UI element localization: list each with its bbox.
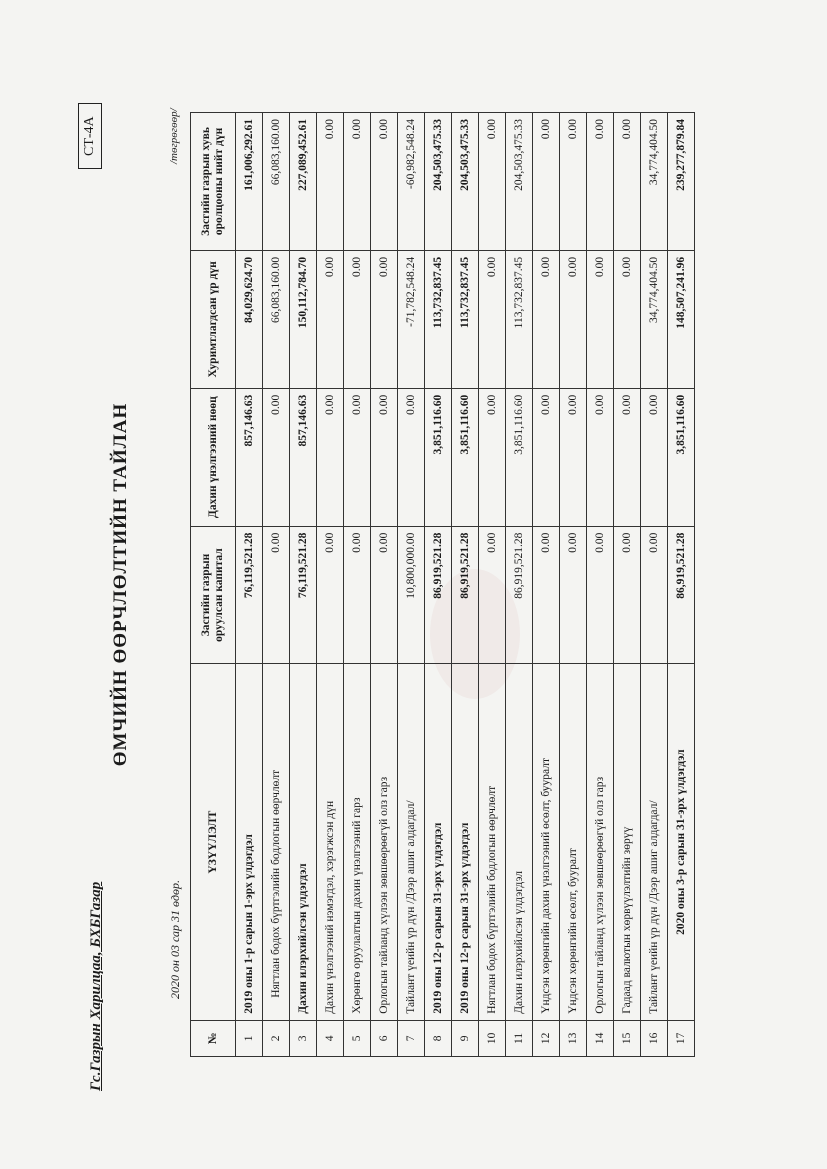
accumulated-result-cell: 148,507,241.96 — [668, 250, 695, 388]
row-number: 10 — [479, 1020, 506, 1056]
row-number: 15 — [614, 1020, 641, 1056]
row-number: 12 — [533, 1020, 560, 1056]
row-number: 7 — [398, 1020, 425, 1056]
government-capital-cell: 0.00 — [614, 526, 641, 664]
row-label: 2019 оны 12-р сарын 31-эрх үлдэгдэл — [452, 664, 479, 1020]
revaluation-reserve-cell: 857,146.63 — [290, 388, 317, 526]
row-number: 11 — [506, 1020, 533, 1056]
revaluation-reserve-cell: 0.00 — [533, 388, 560, 526]
accumulated-result-cell: 66,083,160.00 — [263, 250, 290, 388]
total-equity-cell: 204,503,475.33 — [506, 113, 533, 251]
total-equity-cell: 0.00 — [317, 113, 344, 251]
accumulated-result-cell: 150,112,784.70 — [290, 250, 317, 388]
accumulated-result-cell: -71,782,548.24 — [398, 250, 425, 388]
row-number: 1 — [236, 1020, 263, 1056]
row-number: 3 — [290, 1020, 317, 1056]
revaluation-reserve-cell: 857,146.63 — [236, 388, 263, 526]
row-label: Гадаад валютын хөрвүүлэлтийн зөрүү — [614, 664, 641, 1020]
government-capital-cell: 0.00 — [587, 526, 614, 664]
row-label: Тайлант үеийн үр дүн /Дээр ашиг алдагдал/ — [398, 664, 425, 1020]
report-date: 2020 он 03 сар 31 өдөр. — [168, 879, 182, 999]
government-capital-cell: 0.00 — [371, 526, 398, 664]
accumulated-result-cell: 0.00 — [614, 250, 641, 388]
accumulated-result-cell: 0.00 — [587, 250, 614, 388]
row-number: 14 — [587, 1020, 614, 1056]
column-header: ҮЗҮҮЛЭЛТ — [191, 664, 236, 1020]
row-label: Дахин илэрхийлсэн үлдэгдэл — [290, 664, 317, 1020]
row-number: 13 — [560, 1020, 587, 1056]
row-label: 2019 оны 1-р сарын 1-эрх үлдэгдэл — [236, 664, 263, 1020]
government-capital-cell: 86,919,521.28 — [452, 526, 479, 664]
government-capital-cell: 76,119,521.28 — [236, 526, 263, 664]
table-row — [506, 113, 533, 1057]
accumulated-result-cell: 113,732,837.45 — [506, 250, 533, 388]
revaluation-reserve-cell: 0.00 — [587, 388, 614, 526]
table-row — [587, 113, 614, 1057]
row-number: 8 — [425, 1020, 452, 1056]
government-capital-cell: 0.00 — [263, 526, 290, 664]
column-header: № — [191, 1020, 236, 1056]
row-label: Нягтлан бодох бүртгэлийн бодлогын өөрчлөлт — [479, 664, 506, 1020]
total-equity-cell: 204,503,475.33 — [425, 113, 452, 251]
total-equity-cell: 0.00 — [371, 113, 398, 251]
table-header-row — [191, 113, 236, 1057]
accumulated-result-cell: 0.00 — [533, 250, 560, 388]
government-capital-cell: 0.00 — [560, 526, 587, 664]
total-equity-cell: 0.00 — [560, 113, 587, 251]
table-row — [236, 113, 263, 1057]
column-header: Засгийн газрын оруулсан капитал — [191, 526, 236, 664]
row-number: 6 — [371, 1020, 398, 1056]
table-row — [371, 113, 398, 1057]
total-equity-cell: 239,277,879.84 — [668, 113, 695, 251]
table-row — [317, 113, 344, 1057]
row-number: 9 — [452, 1020, 479, 1056]
table-row — [668, 113, 695, 1057]
total-equity-cell: 0.00 — [344, 113, 371, 251]
table-row — [560, 113, 587, 1057]
row-number: 17 — [668, 1020, 695, 1056]
government-capital-cell: 76,119,521.28 — [290, 526, 317, 664]
total-equity-cell: 204,503,475.33 — [452, 113, 479, 251]
accumulated-result-cell: 0.00 — [344, 250, 371, 388]
accumulated-result-cell: 113,732,837.45 — [425, 250, 452, 388]
accumulated-result-cell: 0.00 — [479, 250, 506, 388]
table-row — [641, 113, 668, 1057]
table-row — [263, 113, 290, 1057]
accumulated-result-cell: 0.00 — [560, 250, 587, 388]
government-capital-cell: 0.00 — [641, 526, 668, 664]
row-label: Тайлант үеийн үр дүн /Дээр ашиг алдагдал/ — [641, 664, 668, 1020]
revaluation-reserve-cell: 3,851,116.60 — [506, 388, 533, 526]
table-row — [425, 113, 452, 1057]
table-row — [533, 113, 560, 1057]
revaluation-reserve-cell: 0.00 — [317, 388, 344, 526]
accumulated-result-cell: 0.00 — [317, 250, 344, 388]
revaluation-reserve-cell: 0.00 — [641, 388, 668, 526]
government-capital-cell: 86,919,521.28 — [425, 526, 452, 664]
column-header: Хуримтлагдсан үр дүн — [191, 250, 236, 388]
revaluation-reserve-cell: 0.00 — [614, 388, 641, 526]
revaluation-reserve-cell: 3,851,116.60 — [452, 388, 479, 526]
government-capital-cell: 86,919,521.28 — [506, 526, 533, 664]
column-header: Засгийн газрын хувь оролцооны нийт дүн — [191, 113, 236, 251]
government-capital-cell: 10,800,000.00 — [398, 526, 425, 664]
revaluation-reserve-cell: 3,851,116.60 — [425, 388, 452, 526]
report-title: ӨМЧИЙН ӨӨРЧЛӨЛТИЙН ТАЙЛАН — [110, 402, 131, 767]
row-label: Орлогын тайланд хүлээн зөвшөөрөөгүй олз гарз — [371, 664, 398, 1020]
form-code-box: СТ-4А — [78, 103, 102, 169]
total-equity-cell: -60,982,548.24 — [398, 113, 425, 251]
total-equity-cell: 0.00 — [614, 113, 641, 251]
row-number: 5 — [344, 1020, 371, 1056]
row-number: 16 — [641, 1020, 668, 1056]
row-label: Дахин илэрхийлсэн үлдэгдэл — [506, 664, 533, 1020]
table-row — [344, 113, 371, 1057]
row-label: 2020 оны 3-р сарын 31-эрх үлдэгдэл — [668, 664, 695, 1020]
revaluation-reserve-cell: 0.00 — [371, 388, 398, 526]
accumulated-result-cell: 34,774,404.50 — [641, 250, 668, 388]
government-capital-cell: 0.00 — [344, 526, 371, 664]
government-capital-cell: 0.00 — [533, 526, 560, 664]
revaluation-reserve-cell: 0.00 — [479, 388, 506, 526]
row-label: Орлогын тайланд хүлээн зөвшөөрөөгүй олз гарз — [587, 664, 614, 1020]
accumulated-result-cell: 84,029,624.70 — [236, 250, 263, 388]
column-header: Дахин үнэлгээний нөөц — [191, 388, 236, 526]
total-equity-cell: 0.00 — [533, 113, 560, 251]
total-equity-cell: 227,089,452.61 — [290, 113, 317, 251]
currency-unit: /төгрөгөөр/ — [168, 108, 180, 164]
row-number: 4 — [317, 1020, 344, 1056]
table-row — [614, 113, 641, 1057]
government-capital-cell: 0.00 — [479, 526, 506, 664]
row-number: 2 — [263, 1020, 290, 1056]
government-capital-cell: 86,919,521.28 — [668, 526, 695, 664]
total-equity-cell: 161,006,292.61 — [236, 113, 263, 251]
accumulated-result-cell: 113,732,837.45 — [452, 250, 479, 388]
accumulated-result-cell: 0.00 — [371, 250, 398, 388]
table-row — [479, 113, 506, 1057]
revaluation-reserve-cell: 0.00 — [263, 388, 290, 526]
row-label: Хөрөнгө оруулалтын дахин үнэлгээний гарз — [344, 664, 371, 1020]
revaluation-reserve-cell: 0.00 — [560, 388, 587, 526]
total-equity-cell: 66,083,160.00 — [263, 113, 290, 251]
revaluation-reserve-cell: 3,851,116.60 — [668, 388, 695, 526]
row-label: Үндсэн хөрөнгийн дахин үнэлгээний өсөлт, бууралт — [533, 664, 560, 1020]
organization-name: Гс.Газрын Харилцаа, БХБГазар — [88, 881, 104, 1091]
equity-changes-table — [190, 112, 695, 1057]
total-equity-cell: 0.00 — [479, 113, 506, 251]
row-label: Үндсэн хөрөнгийн өсөлт, бууралт — [560, 664, 587, 1020]
revaluation-reserve-cell: 0.00 — [398, 388, 425, 526]
table-row — [290, 113, 317, 1057]
total-equity-cell: 34,774,404.50 — [641, 113, 668, 251]
total-equity-cell: 0.00 — [587, 113, 614, 251]
table-body — [236, 113, 695, 1057]
row-label: 2019 оны 12-р сарын 31-эрх үлдэгдэл — [425, 664, 452, 1020]
table-row — [398, 113, 425, 1057]
government-capital-cell: 0.00 — [317, 526, 344, 664]
table-row — [452, 113, 479, 1057]
revaluation-reserve-cell: 0.00 — [344, 388, 371, 526]
row-label: Нягтлан бодох бүртгэлийн бодлогын өөрчлөлт — [263, 664, 290, 1020]
row-label: Дахин үнэлгээний нэмэгдэл, хэрэгжсэн дүн — [317, 664, 344, 1020]
